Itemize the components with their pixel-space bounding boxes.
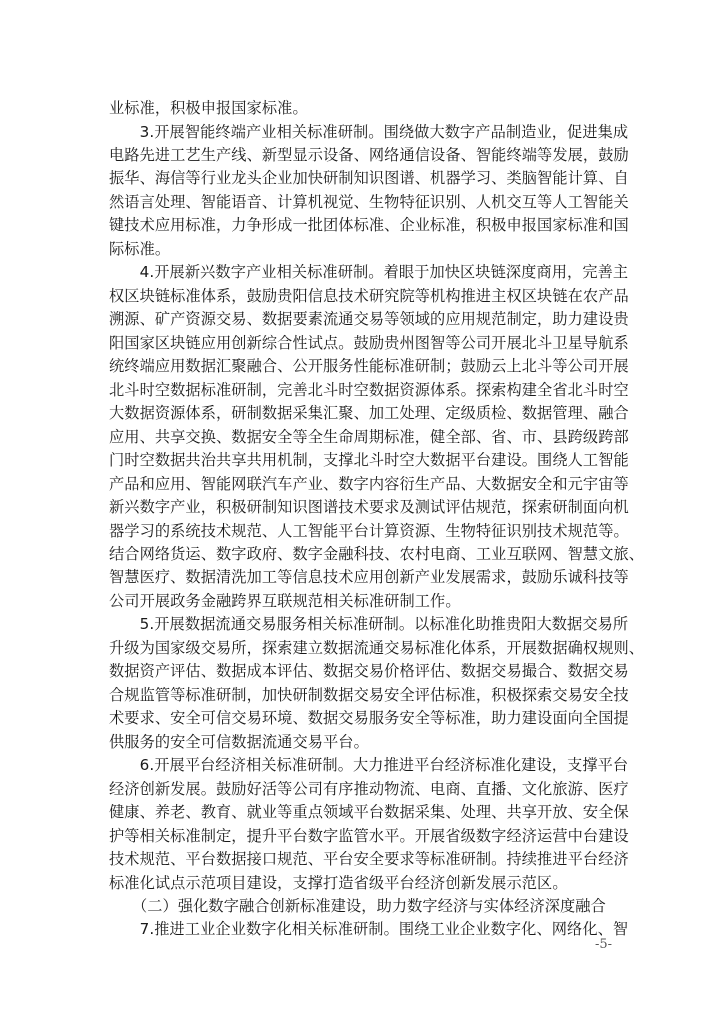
text-line: 合规监管等标准研制，加快研制数据交易安全评估标准，积极探索交易安全技 xyxy=(109,685,629,704)
text-line: 门时空数据共治共享共用机制，支撑北斗时空大数据平台建设。围绕人工智能 xyxy=(109,451,629,469)
text-line: 标准化试点示范项目建设，支撑打造省级平台经济创新发展示范区。 xyxy=(109,873,568,892)
text-line: （二）强化数字融合创新标准建设，助力数字经济与实体经济深度融合 xyxy=(109,897,606,915)
text-line: 经济创新发展。鼓励好活等公司有序推动物流、电商、直播、文化旅游、医疗 xyxy=(109,779,629,798)
text-line: 新兴数字产业，积极研制知识图谱技术要求及测试评估规范，探索研制面向机 xyxy=(109,498,629,516)
text-line: 智慧医疗、数据清洗加工等信息技术应用创新产业发展需求，鼓励乐诚科技等 xyxy=(109,568,629,587)
text-line: 健康、养老、教育、就业等重点领域平台数据采集、处理、共享开放、安全保 xyxy=(109,803,629,822)
text-line: 振华、海信等行业龙头企业加快研制知识图谱、机器学习、类脑智能计算、自 xyxy=(109,169,629,188)
text-line: 然语言处理、智能语音、计算机视觉、生物特征识别、人机交互等人工智能关 xyxy=(109,192,629,211)
text-line: 键技术应用标准，力争形成一批团体标准、企业标准，积极申报国家标准和国 xyxy=(109,216,629,235)
text-line: 北斗时空数据标准研制，完善北斗时空数据资源体系。探索构建全省北斗时空 xyxy=(109,380,629,399)
text-line: 器学习的系统技术规范、人工智能平台计算资源、生物特征识别技术规范等。 xyxy=(109,521,629,540)
text-line: 3.开展智能终端产业相关标准研制。围绕做大数字产品制造业，促进集成 xyxy=(109,122,629,141)
text-line: 产品和应用、智能网联汽车产业、数字内容衍生产品、大数据安全和元宇宙等 xyxy=(109,474,629,493)
text-line: 电路先进工艺生产线、新型显示设备、网络通信设备、智能终端等发展，鼓励 xyxy=(109,145,629,164)
text-line: 业标准，积极申报国家标准。 xyxy=(109,99,308,117)
text-line: 应用、共享交换、数据安全等全生命周期标准，健全部、省、市、县跨级跨部 xyxy=(109,427,629,446)
text-line: 护等相关标准制定，提升平台数字监管水平。开展省级数字经济运营中台建设 xyxy=(109,826,629,845)
text-line: 际标准。 xyxy=(109,239,171,258)
text-line: 大数据资源体系，研制数据采集汇聚、加工处理、定级质检、数据管理、融合 xyxy=(109,404,629,423)
text-line: 数据资产评估、数据成本评估、数据交易价格评估、数据交易撮合、数据交易 xyxy=(109,662,629,681)
text-line: 6.开展平台经济相关标准研制。大力推进平台经济标准化建设，支撑平台 xyxy=(109,756,629,775)
text-line: 术要求、安全可信交易环境、数据交易服务安全等标准，助力建设面向全国提 xyxy=(109,709,629,728)
text-line: 结合网络货运、数字政府、数字金融科技、农村电商、工业互联网、智慧文旅、 xyxy=(109,544,645,563)
text-line: 技术规范、平台数据接口规范、平台安全要求等标准研制。持续推进平台经济 xyxy=(109,850,629,868)
text-line: 权区块链标准体系，鼓励贵阳信息技术研究院等机构推进主权区块链在农产品 xyxy=(109,286,629,305)
text-line: 供服务的安全可信数据流通交易平台。 xyxy=(109,732,369,751)
text-line: 5.开展数据流通交易服务相关标准研制。以标准化助推贵阳大数据交易所 xyxy=(109,615,629,634)
page-number: -5- xyxy=(595,937,613,952)
text-line: 阳国家区块链应用创新综合性试点。鼓励贵州图智等公司开展北斗卫星导航系 xyxy=(109,333,629,352)
text-line: 7.推进工业企业数字化相关标准研制。围绕工业企业数字化、网络化、智 xyxy=(109,920,629,939)
text-line: 公司开展政务金融跨界互联规范相关标准研制工作。 xyxy=(109,591,461,610)
text-line: 统终端应用数据汇聚融合、公开服务性能标准研制；鼓励云上北斗等公司开展 xyxy=(109,357,629,376)
text-line: 溯源、矿产资源交易、数据要素流通交易等领域的应用规范制定，助力建设贵 xyxy=(109,310,629,329)
text-line: 升级为国家级交易所，探索建立数据流通交易标准化体系，开展数据确权规则、 xyxy=(109,638,645,657)
text-line: 4.开展新兴数字产业相关标准研制。着眼于加快区块链深度商用，完善主 xyxy=(109,263,629,282)
